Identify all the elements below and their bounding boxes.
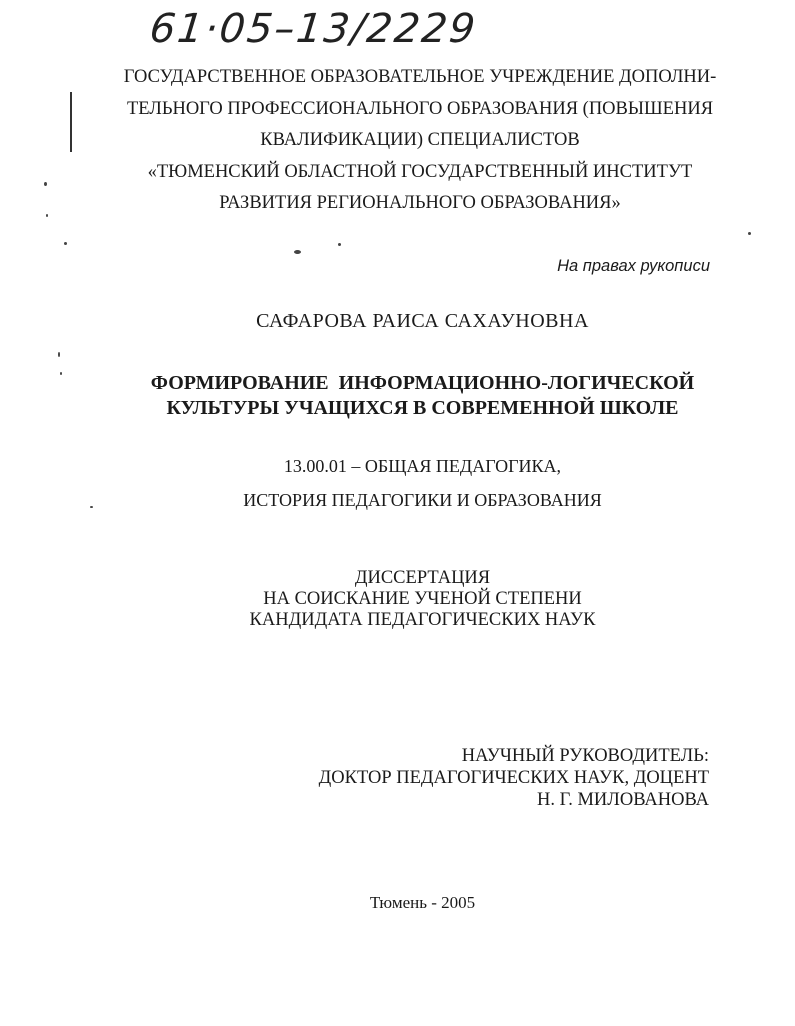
- specialty-code: [0, 449, 795, 517]
- degree-line: КАНДИДАТА ПЕДАГОГИЧЕСКИХ НАУК: [249, 610, 596, 630]
- scan-speck: [294, 250, 301, 254]
- institution-line: «ТЮМЕНСКИЙ ОБЛАСТНОЙ ГОСУДАРСТВЕННЫЙ ИНСТИТУТ: [147, 161, 693, 182]
- degree-line: НА СОИСКАНИЕ УЧЕНОЙ СТЕПЕНИ: [263, 589, 582, 609]
- scientific-supervisor: [319, 745, 709, 811]
- scan-speck: [44, 182, 47, 186]
- specialty-line: ИСТОРИЯ ПЕДАГОГИКИ И ОБРАЗОВАНИЯ: [243, 490, 602, 510]
- scan-speck: [748, 232, 751, 235]
- supervisor-line: Н. Г. МИЛОВАНОВА: [537, 790, 709, 810]
- scan-speck: [338, 243, 341, 246]
- scan-speck: [58, 352, 60, 357]
- dissertation-title: [0, 371, 795, 421]
- title-line: ФОРМИРОВАНИЕ ИНФОРМАЦИОННО-ЛОГИЧЕСКОЙ: [150, 372, 695, 394]
- scan-speck: [46, 214, 48, 217]
- institution-header: [120, 62, 720, 220]
- degree-statement: [0, 568, 795, 631]
- handwritten-registration-number: 61·05–13/2229: [147, 6, 480, 52]
- author-name: САФАРОВА РАИСА САХАУНОВНА: [256, 310, 589, 332]
- scan-margin-mark: [70, 92, 72, 152]
- institution-line: РАЗВИТИЯ РЕГИОНАЛЬНОГО ОБРАЗОВАНИЯ»: [219, 193, 621, 213]
- institution-line: КВАЛИФИКАЦИИ) СПЕЦИАЛИСТОВ: [260, 130, 580, 150]
- supervisor-line: НАУЧНЫЙ РУКОВОДИТЕЛЬ:: [461, 746, 709, 766]
- title-line: КУЛЬТУРЫ УЧАЩИХСЯ В СОВРЕМЕННОЙ ШКОЛЕ: [166, 397, 679, 419]
- institution-line: ГОСУДАРСТВЕННОЕ ОБРАЗОВАТЕЛЬНОЕ УЧРЕЖДЕНИЕ ДОПОЛНИ-: [123, 67, 717, 87]
- degree-line: ДИССЕРТАЦИЯ: [354, 568, 491, 588]
- scan-speck: [64, 242, 67, 245]
- specialty-line: 13.00.01 – ОБЩАЯ ПЕДАГОГИКА,: [283, 456, 562, 476]
- supervisor-line: ДОКТОР ПЕДАГОГИЧЕСКИХ НАУК, ДОЦЕНТ: [318, 768, 709, 788]
- manuscript-rights-note: На правах рукописи: [557, 257, 710, 275]
- institution-line: ТЕЛЬНОГО ПРОФЕССИОНАЛЬНОГО ОБРАЗОВАНИЯ (ПОВЫШЕНИЯ: [126, 98, 714, 119]
- city-year: Тюмень - 2005: [369, 893, 476, 912]
